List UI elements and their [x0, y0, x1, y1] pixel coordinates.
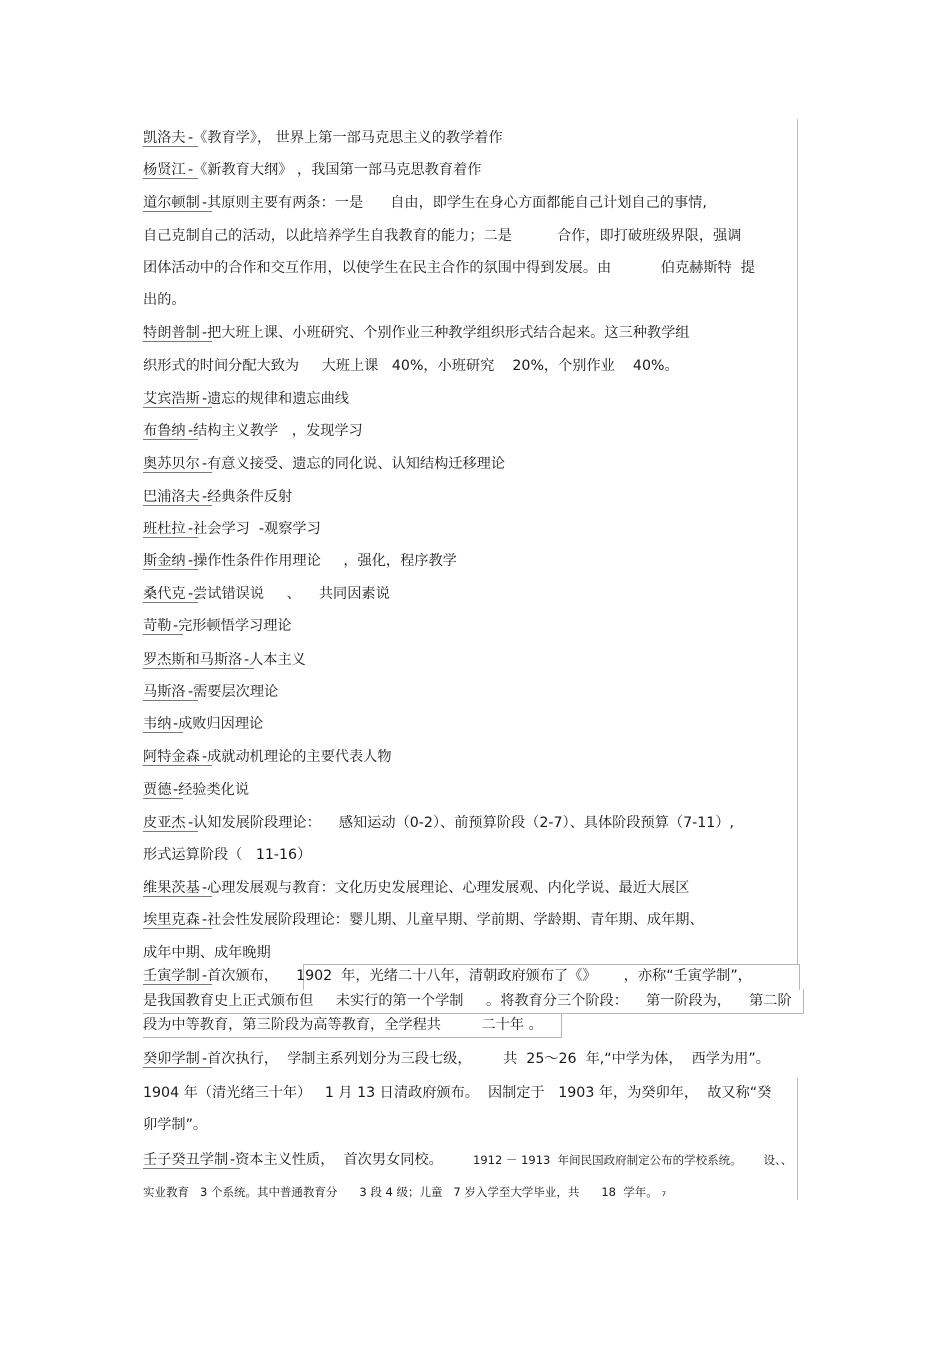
term-name: 桑代克	[143, 586, 186, 602]
line-text: -人本主义	[244, 652, 306, 668]
line-text: -首次执行， 学制主系列划分为三段七级， 共 25～26 年,“中学为体， 西学为用”。	[202, 1051, 770, 1067]
term-name: 维果茨基	[143, 880, 200, 896]
term-name: 壬子癸丑学制	[143, 1152, 229, 1168]
line-text: -结构主义教学 ，发现学习	[188, 423, 363, 439]
line-text: -社会学习 -观察学习	[188, 521, 321, 537]
line-text: -其原则主要有两条：一是 自由，即学生在身心方面都能自己计划自己的事情,	[202, 195, 707, 211]
term-name: 皮亚杰	[143, 815, 186, 831]
term-name: 罗杰斯和马斯洛	[143, 652, 243, 668]
line-text: -《新教育大纲》 ，我国第一部马克思教育着作	[188, 162, 482, 178]
term-name: 马斯洛	[143, 684, 186, 700]
term-name: 道尔顿制	[143, 195, 200, 211]
term-name: 班杜拉	[143, 521, 186, 537]
term-name: 斯金纳	[143, 553, 186, 569]
line-text: 是我国教育史上正式颁布但 未实行的第一个学制 。将教育分三个阶段： 第一阶段为， 第二阶	[143, 993, 792, 1009]
term-name: 特朗普制	[143, 325, 200, 341]
line-text: -尝试错误说 、 共同因素说	[188, 586, 390, 602]
line-text: 自己克制自己的活动，以此培养学生自我教育的能力；二是 合作，即打破班级界限，强调	[143, 228, 742, 244]
line-text: -认知发展阶段理论： 感知运动（0-2）、前预算阶段（2-7）、具体阶段预算（7-11）,	[188, 815, 735, 831]
line-text: 卯学制”。	[143, 1117, 208, 1133]
term-name: 癸卯学制	[143, 1051, 200, 1067]
line-text: -操作性条件作用理论 ，强化，程序教学	[188, 553, 457, 569]
term-name: 埃里克森	[143, 912, 200, 928]
line-text: -把大班上课、小班研究、个别作业三种教学组织形式结合起来。这三种教学组	[202, 325, 690, 341]
line-text: 段为中等教育，第三阶段为高等教育，全学程共 二十年 。	[143, 1017, 543, 1033]
line-text: -成就动机理论的主要代表人物	[202, 749, 392, 765]
line-text: 出的。	[143, 292, 186, 308]
term-name: 凯洛夫	[143, 130, 186, 146]
term-name: 巴浦洛夫	[143, 489, 200, 505]
line-text: 团体活动中的合作和交互作用，以使学生在民主合作的氛围中得到发展。由 伯克赫斯特 提	[143, 260, 755, 276]
term-underline	[143, 1168, 240, 1169]
line-text: -资本主义性质， 首次男女同校。	[230, 1152, 443, 1168]
line-text: -经验类化说	[173, 782, 250, 798]
term-underline	[143, 668, 254, 669]
right-rule-lower	[797, 1078, 798, 1200]
line-text: -首次颁布， 1902 年，光绪二十八年，清朝政府颁布了《》 ，亦称“壬寅学制”，	[202, 968, 752, 984]
term-name: 贾德	[143, 782, 172, 798]
term-name: 杨贤江	[143, 162, 186, 178]
term-name: 韦纳	[143, 716, 172, 732]
line-text: -需要层次理论	[188, 684, 279, 700]
term-name: 阿特金森	[143, 749, 200, 765]
line-text: -社会性发展阶段理论：婴儿期、儿童早期、学前期、学龄期、青年期、成年期、	[202, 912, 704, 928]
line-text: -经典条件反射	[202, 489, 293, 505]
line-text: -完形顿悟学习理论	[173, 618, 292, 634]
line-text: -遗忘的规律和遗忘曲线	[202, 391, 349, 407]
line-text: 1904 年（清光绪三十年） 1 月 13 日清政府颁布。 因制定于 1903 年，为癸卯年， 故又称“癸	[143, 1085, 772, 1101]
line-text: 织形式的时间分配大致为 大班上课 40%，小班研究 20%，个别作业 40%。	[143, 358, 679, 374]
line-text: 形式运算阶段（ 11-16）	[143, 847, 312, 863]
term-name: 壬寅学制	[143, 968, 200, 984]
line-text: 成年中期、成年晚期	[143, 945, 271, 961]
line-text: -成败归因理论	[173, 716, 264, 732]
line-text: -有意义接受、遗忘的同化说、认知结构迁移理论	[202, 456, 506, 472]
line-text: -《教育学》， 世界上第一部马克思主义的教学着作	[188, 130, 503, 146]
term-name: 布鲁纳	[143, 423, 186, 439]
line-text: 实业教育 3 个系统。其中普通教育分 3 段 4 级；儿童 7 岁入学至大学毕业，共 18 学年。 ₇	[143, 1185, 667, 1199]
term-name: 苛勒	[143, 618, 172, 634]
right-rule	[797, 119, 798, 964]
small-note: 1912 － 1913 年间民国政府制定公布的学校系统。 设、、	[473, 1153, 793, 1167]
line-text: -心理发展观与教育：文化历史发展理论、心理发展观、内化学说、最近大展区	[202, 880, 690, 896]
term-name: 奥苏贝尔	[143, 456, 200, 472]
term-name: 艾宾浩斯	[143, 391, 200, 407]
